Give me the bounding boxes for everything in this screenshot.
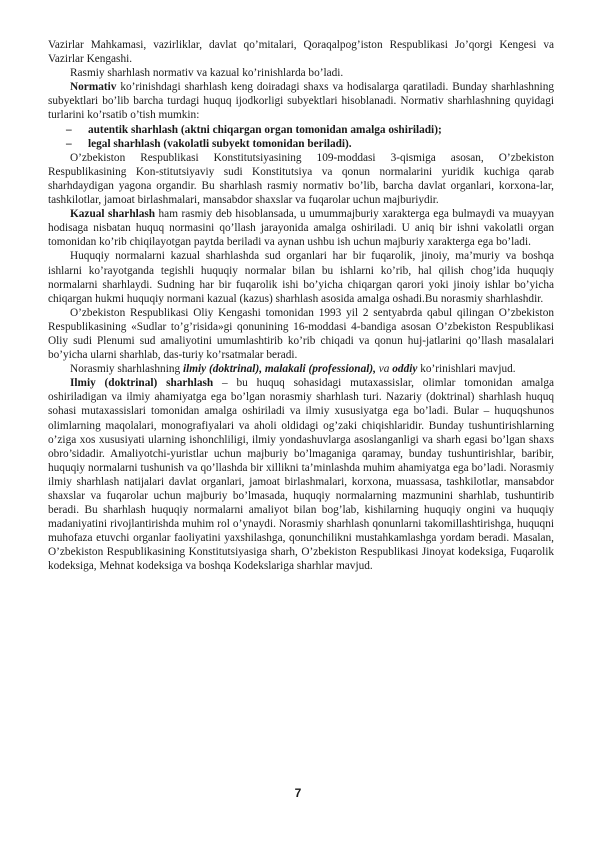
- paragraph: [48, 376, 554, 573]
- dash-bullet: –: [66, 123, 72, 136]
- paragraph: O’zbekiston Respublikasi Konstitutsiyasining 109-moddasi 3-qismiga asosan, O’zbekiston Respublikasining Kon-stitutsiyaviy sudi Konstitutsiya va qonun normalarini yuridik kuchiga qarab sharhdaydigan yagona organdir. Bu sharhlash rasmiy normativ bo’lib, barcha davlat organlari, korxona-lar, tashkilotlar, jamoat birlashmalari, mansabdor shaxslar va fuqarolar uchun majburiydir.: [48, 151, 554, 207]
- paragraph-text: va: [375, 363, 393, 376]
- paragraph: Rasmiy sharhlash normativ va kazual ko’rinishlarda bo’ladi.: [70, 67, 344, 80]
- dash-bullet: –: [66, 137, 72, 150]
- paragraph-text: ko’rinishlari mavjud.: [417, 363, 516, 376]
- term-oddiy: oddiy: [392, 363, 418, 376]
- document-body: [48, 38, 554, 574]
- paragraph: [48, 207, 554, 249]
- list-item: [48, 123, 554, 137]
- paragraph: [48, 362, 554, 376]
- paragraph-text: ham rasmiy deb hisoblansada, u umummajburiy xarakterga ega bulmaydi va muayyan hodisaga nisbatan huquq normasini qo’llash jarayonida amalga oshiriladi. U aniq bir ishni vakolatli organ tomonidan ko’rib chiqilayotgan paytda beriladi va aynan ushbu ish uchun majburiy xarakterga ega bo’ladi.: [48, 208, 554, 249]
- paragraph-text: – bu huquq sohasidagi mutaxassislar, olimlar tomonidan amalga oshiriladigan va ilmiy ahamiyatga ega bo’lgan norasmiy sharhlash turi. Nazariy (doktrinal) sharhlash huquq sohasi mutaxassislari tomonidan amalga oshiriladi va ilmiy xususiyatga ega bo’ladi. Bular – huquqshunos olimlarning maqolalari, monografiyalari va aholi oldidagi og’zaki chiqishlaridir. Bunday tushuntirishlarning o’ziga xos xususiyati ularning ishonchliligi, ilmiy yondashuvlarga asoslanganligi va sharh egasi bo’lgan shaxs obro’sidadir. Amaliyotchi-yuristlar uchun majburiy bo’lmaganiga qaramay, bunday tushuntirishlar, baribir, huquqiy normalarni tushunish va qo’llashda bir xillikni ta’minlashda muhim ahamiyatga ega bo’ladi. Norasmiy ilmiy sharhlash natijalari davlat organlari, jamoat birlashmalari, korxona, muassasa, tashkilotlar, mansabdor shaxslar va fuqarolar uchun majburiy bo’lmasada, huquqiy normalarning mazmunini sharhlab, tushuntirib beradi. Bu sharhlash huquqiy normalarni amaliyot bilan bog’lab, kishilarning huquqiy ongini va huquqiy madaniyatini rivojlantirishda muhim rol o’ynaydi. Norasmiy sharhlash qonunlarni takomillashtirishga, huquqni muhofaza etuvchi organlar faoliyatini yaxshilashga, qonunchilikni mustahkamlashga yordam beradi. Masalan, O’zbekiston Respublikasining Konstitutsiyasiga sharh, O’zbekiston Respublikasi Jinoyat kodeksiga, Fuqarolik kodeksiga, Mehnat kodeksiga va boshqa Kodekslariga sharhlar mavjud.: [48, 377, 555, 573]
- paragraph-text: ko’rinishdagi sharhlash keng doiradagi shaxs va hodisalarga qaratiladi. Bunday sharhlashning subyektlari bo’lib barcha turdagi huquq ijodkorligi subyektlari hisoblanadi. Normativ sharhlashning quyidagi turlarini ko’rsatib o’tish mumkin:: [48, 81, 554, 122]
- list-item-text: legal sharhlash (vakolatli subyekt tomonidan beriladi).: [88, 137, 352, 150]
- paragraph: O’zbekiston Respublikasi Oliy Kengashi tomonidan 1993 yil 2 sentyabrda qabul qilingan O’zbekiston Respublikasining «Sudlar to’g’risida»gi qonunining 16-moddasi 4-bandiga asosan O’zbekiston Respublikasi Oliy sudi Plenumi sud amaliyotini umumlashtirib ko’rib chiqadi va qonun huj-jatlarini qo’llash masalalari bo’yicha ularni sharhlab, das-turiy ko’rsatmalar beradi.: [48, 306, 554, 362]
- paragraph: [48, 80, 554, 122]
- page-number: 7: [294, 786, 302, 800]
- term-types: ilmiy (doktrinal), malakali (professional),: [182, 363, 376, 376]
- list-item-text: autentik sharhlash (aktni chiqargan organ tomonidan amalga oshiriladi);: [88, 123, 442, 136]
- term-ilmiy: Ilmiy (doktrinal) sharhlash: [70, 377, 214, 390]
- term-normativ: Normativ: [70, 81, 117, 94]
- paragraph: Huquqiy normalarni kazual sharhlashda sud organlari har bir fuqarolik, jinoiy, ma’muriy va boshqa ishlarni ko’rayotganda tegishli huquqiy normalar bilan bu ishlarni ko’rib, hal qilish chog’ida huquqiy normalarni sharhlaydi. Sudning har bir fuqarolik ishi bo’yicha chiqargan qarori yoki jinoiy ishlar bo’yicha chiqargan hukmi huquqiy normani kazual (kazus) sharhlash asosida amalga oshadi.Bu norasmiy sharhlashdir.: [48, 250, 554, 305]
- paragraph: Vazirlar Mahkamasi, vazirliklar, davlat qo’mitalari, Qoraqalpog’iston Respublikasi Jo’qorgi Kengesi va Vazirlar Kengashi.: [48, 39, 554, 66]
- term-kazual: Kazual sharhlash: [70, 208, 156, 221]
- paragraph-text: Norasmiy sharhlashning: [70, 363, 183, 376]
- list-item: [48, 137, 554, 151]
